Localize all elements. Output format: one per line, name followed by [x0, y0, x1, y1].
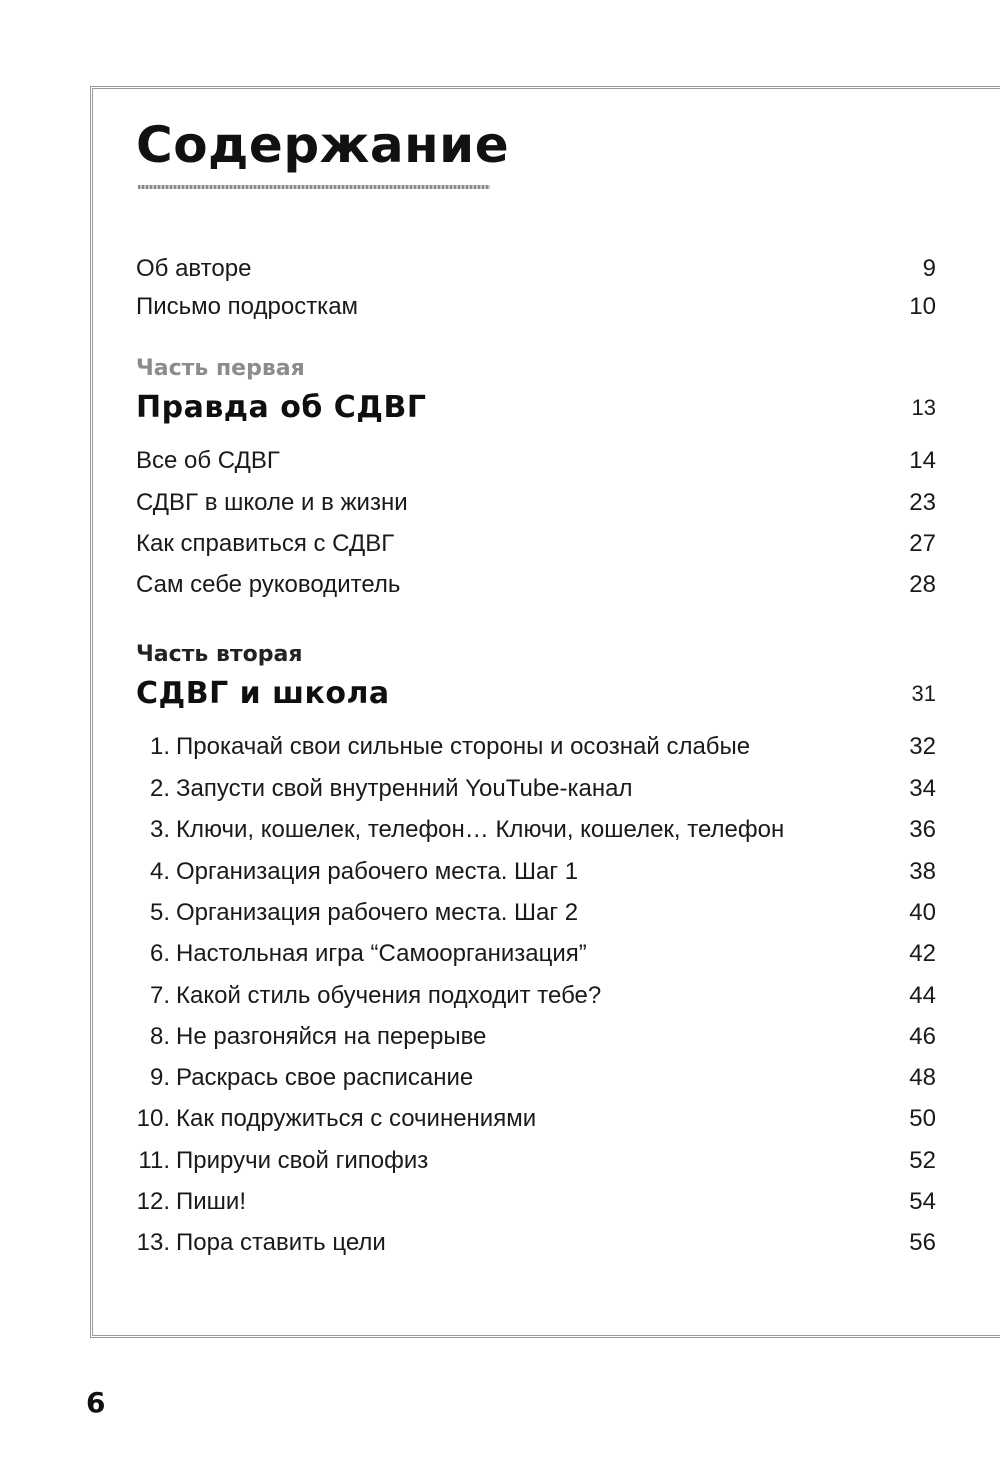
toc-entry-number: 10.: [136, 1105, 170, 1132]
toc-entry-label: Все об СДВГ: [136, 447, 280, 474]
toc-entry-label: Раскрась свое расписание: [176, 1064, 474, 1091]
toc-entry-page: 40: [909, 899, 936, 926]
toc-entry-label-wrap: [136, 733, 750, 761]
toc-entry-number: 3.: [149, 816, 170, 843]
toc-entry-number: 13.: [136, 1229, 170, 1256]
toc-entry-page: 46: [909, 1023, 936, 1050]
toc-entry-number: 5.: [149, 899, 170, 926]
toc-entry[interactable]: [136, 855, 936, 889]
toc-entry-page: 28: [909, 571, 936, 598]
part-one-title: Правда об СДВГ: [136, 390, 427, 425]
toc-entry-page: 10: [909, 293, 936, 320]
toc-entry-page: 9: [922, 255, 936, 282]
toc-entry-label: Письмо подросткам: [136, 293, 359, 320]
title-underline: [138, 185, 490, 189]
toc-entry-page: 38: [909, 858, 936, 885]
toc-entry-label-wrap: [136, 1147, 428, 1175]
toc-entry-label: Пора ставить цели: [176, 1229, 386, 1256]
toc-entry-page: 32: [909, 733, 936, 760]
toc-entry-page: 54: [909, 1188, 936, 1215]
toc-entry-label-wrap: [136, 1105, 536, 1133]
part-two-page: 31: [911, 680, 936, 706]
toc-entry-label: Какой стиль обучения подходит тебе?: [176, 982, 602, 1009]
toc-entry-number: 12.: [136, 1188, 170, 1215]
toc-entry-label: Ключи, кошелек, телефон… Ключи, кошелек, телефон: [176, 816, 785, 843]
toc-entry-page: 50: [909, 1105, 936, 1132]
toc-entry-label-wrap: [136, 940, 587, 968]
part-one-label: Часть первая: [136, 356, 305, 381]
toc-entry-label: Организация рабочего места. Шаг 2: [176, 899, 579, 926]
toc-entry-label-wrap: [136, 816, 784, 844]
part-two-heading[interactable]: [136, 676, 936, 711]
toc-entry[interactable]: [136, 813, 936, 847]
toc-entry-label: Пиши!: [176, 1188, 246, 1215]
toc-entry-label-wrap: [136, 1064, 473, 1092]
part-two-title: СДВГ и школа: [136, 676, 390, 711]
toc-entry-label: Не разгоняйся на перерыве: [176, 1023, 487, 1050]
toc-entry-page: 34: [909, 775, 936, 802]
part-two-label: Часть вторая: [136, 642, 303, 667]
toc-entry-label-wrap: [136, 899, 578, 927]
toc-entry-label-wrap: [136, 982, 601, 1010]
toc-entry[interactable]: [136, 772, 936, 806]
toc-entry-page: 36: [909, 816, 936, 843]
toc-entry-page: 42: [909, 940, 936, 967]
page-number: 6: [86, 1386, 106, 1419]
toc-entry[interactable]: [136, 527, 936, 561]
toc-entry-number: 8.: [149, 1023, 170, 1050]
toc-entry[interactable]: [136, 1226, 936, 1260]
part-one-heading[interactable]: [136, 390, 936, 425]
toc-entry-label: Об авторе: [136, 255, 252, 282]
toc-entry[interactable]: [136, 1144, 936, 1178]
toc-entry[interactable]: [136, 937, 936, 971]
toc-entry-page: 27: [909, 530, 936, 557]
toc-entry[interactable]: [136, 1061, 936, 1095]
toc-entry-letter-to-teens[interactable]: [136, 290, 936, 324]
toc-entry-number: 11.: [138, 1147, 170, 1174]
toc-entry-number: 7.: [149, 982, 170, 1009]
toc-entry-label: Прокачай свои сильные стороны и осознай слабые: [176, 733, 751, 760]
toc-entry-number: 2.: [149, 775, 170, 802]
toc-entry-number: 1.: [149, 733, 170, 760]
toc-entry[interactable]: [136, 1020, 936, 1054]
toc-entry[interactable]: [136, 1185, 936, 1219]
toc-entry-page: 14: [909, 447, 936, 474]
toc-entry-label: СДВГ в школе и в жизни: [136, 489, 408, 516]
toc-entry-number: 9.: [149, 1064, 170, 1091]
toc-entry-page: 44: [909, 982, 936, 1009]
toc-entry[interactable]: [136, 896, 936, 930]
page-title: Содержание: [136, 116, 510, 174]
toc-entry-label-wrap: [136, 775, 633, 803]
toc-entry[interactable]: [136, 568, 936, 602]
toc-entry-label-wrap: [136, 858, 578, 886]
toc-entry-label: Запусти свой внутренний YouTube-канал: [176, 775, 633, 802]
toc-entry-page: 52: [909, 1147, 936, 1174]
toc-entry-about-author[interactable]: [136, 252, 936, 286]
toc-entry-page: 56: [909, 1229, 936, 1256]
part-one-page: 13: [911, 394, 936, 420]
toc-entry-label-wrap: [136, 1188, 246, 1216]
toc-entry-label-wrap: [136, 1229, 386, 1257]
toc-entry[interactable]: [136, 979, 936, 1013]
toc-entry-number: 4.: [149, 858, 170, 885]
toc-entry-label: Настольная игра “Самоорганизация”: [176, 940, 587, 967]
toc-entry-number: 6.: [149, 940, 170, 967]
toc-entry-label: Как подружиться с сочинениями: [176, 1105, 537, 1132]
toc-entry[interactable]: [136, 1102, 936, 1136]
toc-entry-page: 48: [909, 1064, 936, 1091]
toc-entry[interactable]: [136, 730, 936, 764]
toc-entry-page: 23: [909, 489, 936, 516]
toc-entry-label: Организация рабочего места. Шаг 1: [176, 858, 579, 885]
toc-entry-label: Как справиться с СДВГ: [136, 530, 395, 557]
toc-entry[interactable]: [136, 486, 936, 520]
toc-entry-label: Сам себе руководитель: [136, 571, 401, 598]
toc-entry-label: Приручи свой гипофиз: [176, 1147, 429, 1174]
toc-entry-label-wrap: [136, 1023, 486, 1051]
toc-entry[interactable]: [136, 444, 936, 478]
